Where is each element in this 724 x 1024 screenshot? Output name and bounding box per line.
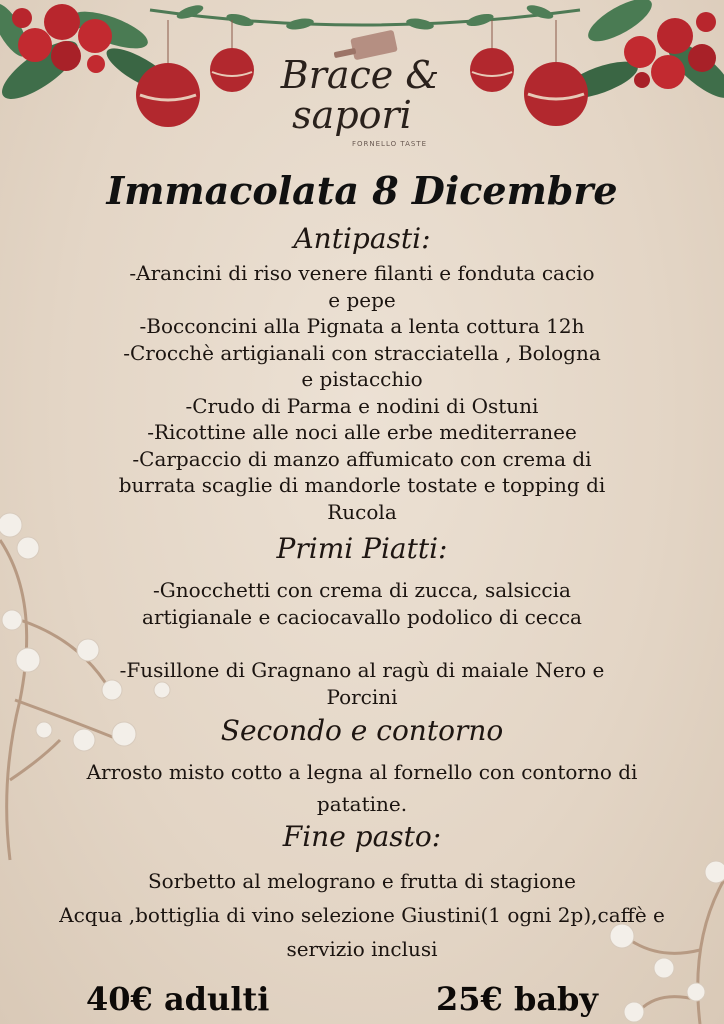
list-item: artigianale e caciocavallo podolico di cecca [142, 604, 582, 629]
list-item: -Ricottine alle noci alle erbe mediterranee [147, 420, 577, 444]
fine-heading: Fine pasto: [282, 820, 442, 853]
brand-name-line2: sapori [292, 93, 412, 137]
list-item: -Carpaccio di manzo affumicato con crema di [132, 446, 592, 471]
list-item: e pepe [328, 287, 396, 312]
list-item: Rucola [327, 499, 397, 524]
list-item: burrata scaglie di mandorle tostate e topping di [118, 473, 606, 497]
list-item: -Crocchè artigianali con stracciatella , Bologna [123, 340, 601, 365]
list-item: -Gnocchetti con crema di zucca, salsiccia [153, 578, 571, 602]
list-item: -Bocconcini alla Pignata a lenta cottura 12h [139, 314, 585, 338]
page-title: Immacolata 8 Dicembre [106, 168, 618, 213]
primi-list-2 [60, 657, 664, 710]
list-item: Porcini [326, 684, 398, 709]
primi-heading: Primi Piatti: [276, 532, 448, 565]
antipasti-heading: Antipasti: [293, 222, 431, 255]
list-item: Arrosto misto cotto a legna al fornello con contorno di [86, 760, 638, 784]
antipasti-list [60, 260, 664, 525]
price-baby: 25€ baby [436, 980, 599, 1018]
brand-tagline: FORNELLO TASTE [352, 140, 428, 148]
secondo-list [30, 756, 694, 820]
fine-list [20, 864, 704, 966]
list-item: Sorbetto al melograno e frutta di stagione [147, 869, 577, 893]
list-item: patatine. [316, 792, 408, 816]
list-item: Acqua ,bottiglia di vino selezione Giustini(1 ogni 2p),caffè e [59, 903, 665, 927]
list-item: -Fusillone di Gragnano al ragù di maiale Nero e [119, 658, 605, 682]
list-item: e pistacchio [301, 367, 423, 391]
price-adult: 40€ adulti [86, 980, 270, 1018]
list-item: -Crudo di Parma e nodini di Ostuni [185, 393, 539, 418]
list-item: servizio inclusi [286, 937, 438, 961]
brand-name-line1: Brace & [280, 53, 440, 97]
primi-list [60, 577, 664, 630]
secondo-heading: Secondo e contorno [220, 714, 504, 747]
list-item: -Arancini di riso venere filanti e fonduta cacio [129, 261, 595, 285]
